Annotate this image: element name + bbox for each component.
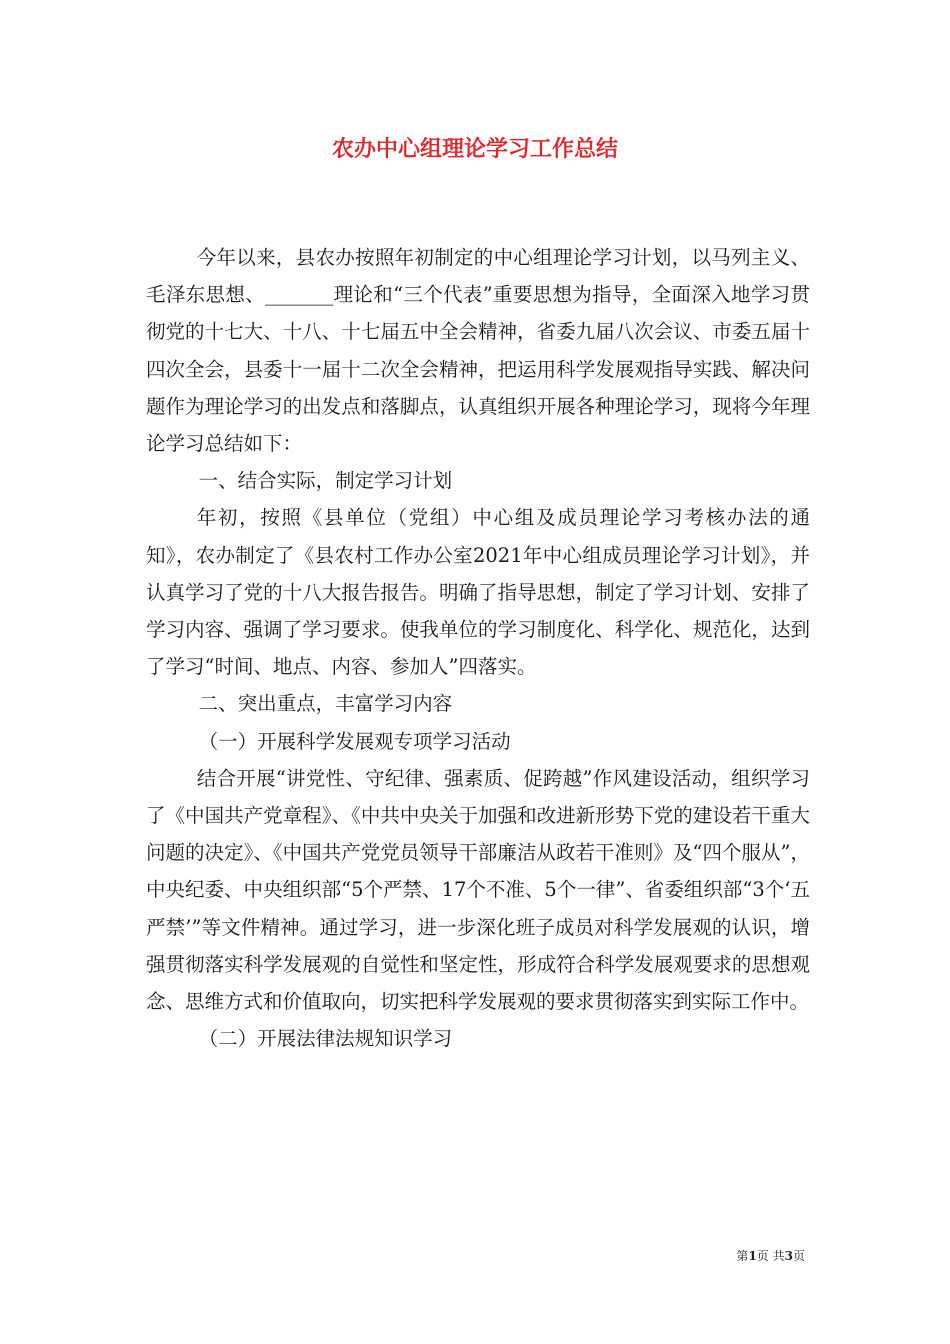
footer-current-page: 1 [748, 1249, 757, 1263]
footer-suffix: 页 [792, 1249, 805, 1263]
document-body [146, 239, 810, 1057]
subsection-1-paragraph: 结合开展“讲党性、守纪律、强素质、促跨越”作风建设活动，组织学习了《中国共产党章程》、《中共中央关于加强和改进新形势下党的建设若干重大问题的决定》、《中国共产党党员领导干部廉洁从政若干准则》及“四个服从”，中央纪委、中央组织部“5个严禁、17个不准、5个一律”、省委组织部“3个‘五严禁’”等文件精神。通过学习，进一步深化班子成员对科学发展观的认识，增强贯彻落实科学发展观的自觉性和坚定性，形成符合科学发展观要求的思想观念、思维方式和价值取向，切实把科学发展观的要求贯彻落实到实际工作中。 [146, 766, 810, 1014]
section-1-paragraph: 年初，按照《县单位（党组）中心组及成员理论学习考核办法的通知》，农办制定了《县农村工作办公室2021年中心组成员理论学习计划》，并认真学习了党的十八大报告报告。明确了指导思想，制定了学习计划、安排了学习内容、强调了学习要求。使我单位的学习制度化、科学化、规范化，达到了学习“时间、地点、内容、参加人”四落实。 [146, 506, 810, 679]
subsection-heading-1: （一）开展科学发展观专项学习活动 [198, 729, 511, 753]
page-footer [736, 1248, 805, 1264]
section-heading-2: 二、突出重点，丰富学习内容 [198, 692, 453, 716]
footer-total-pages: 3 [784, 1249, 793, 1263]
footer-middle: 页 共 [756, 1249, 785, 1263]
intro-paragraph: 今年以来，县农办按照年初制定的中心组理论学习计划，以马列主义、毛泽东思想、_______理论和“三个代表”重要思想为指导，全面深入地学习贯彻党的十七大、十八、十七届五中全会精神，省委九届八次会议、市委五届十四次全会，县委十一届十二次全会精神，把运用科学发展观指导实践、解决问题作为理论学习的出发点和落脚点，认真组织开展各种理论学习，现将今年理论学习总结如下： [146, 246, 810, 456]
subsection-heading-2: （二）开展法律法规知识学习 [198, 1027, 453, 1051]
section-heading-1: 一、结合实际，制定学习计划 [198, 469, 453, 493]
document-title: 农办中心组理论学习工作总结 [331, 136, 618, 162]
footer-prefix: 第 [736, 1249, 749, 1263]
